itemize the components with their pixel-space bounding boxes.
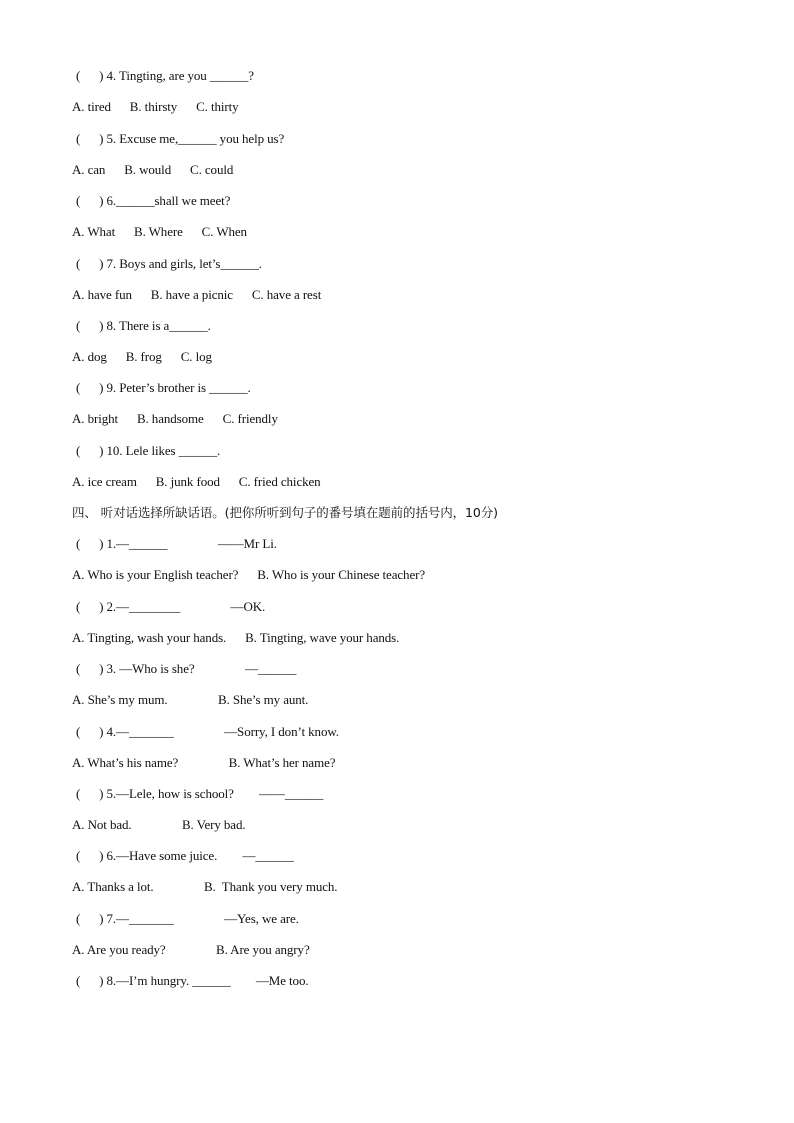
listening-question-7-options: A. Are you ready? B. Are you angry? xyxy=(72,942,310,957)
question-4-options: A. tired B. thirsty C. thirty xyxy=(72,99,239,114)
question-5-options: A. can B. would C. could xyxy=(72,162,234,177)
listening-question-2: ( ) 2.—________ —OK. xyxy=(76,599,266,614)
listening-question-6: ( ) 6.—Have some juice. —______ xyxy=(76,848,294,863)
listening-question-2-options: A. Tingting, wash your hands. B. Tingting, wave your hands. xyxy=(72,630,400,645)
listening-question-3-options: A. She’s my mum. B. She’s my aunt. xyxy=(72,692,309,707)
question-9-options: A. bright B. handsome C. friendly xyxy=(72,411,278,426)
listening-question-8: ( ) 8.—I’m hungry. ______ —Me too. xyxy=(76,973,309,988)
listening-question-5: ( ) 5.—Lele, how is school? ——______ xyxy=(76,786,324,801)
question-5: ( ) 5. Excuse me,______ you help us? xyxy=(76,131,285,146)
listening-question-5-options: A. Not bad. B. Very bad. xyxy=(72,817,246,832)
listening-question-1: ( ) 1.—______ ——Mr Li. xyxy=(76,536,277,551)
listening-question-4: ( ) 4.—_______ —Sorry, I don’t know. xyxy=(76,724,339,739)
listening-question-1-options: A. Who is your English teacher? B. Who is your Chinese teacher? xyxy=(72,567,426,582)
question-6: ( ) 6.______shall we meet? xyxy=(76,193,231,208)
question-7-options: A. have fun B. have a picnic C. have a rest xyxy=(72,287,322,302)
listening-question-6-options: A. Thanks a lot. B. Thank you very much. xyxy=(72,879,338,894)
listening-question-4-options: A. What’s his name? B. What’s her name? xyxy=(72,755,336,770)
section-4-heading: 四、 听对话选择所缺话语。(把你所听到句子的番号填在题前的括号内，10分) xyxy=(72,505,498,520)
question-4: ( ) 4. Tingting, are you ______? xyxy=(76,68,254,83)
question-8: ( ) 8. There is a______. xyxy=(76,318,211,333)
question-8-options: A. dog B. frog C. log xyxy=(72,349,212,364)
listening-question-7: ( ) 7.—_______ —Yes, we are. xyxy=(76,911,299,926)
listening-question-3: ( ) 3. —Who is she? —______ xyxy=(76,661,297,676)
question-9: ( ) 9. Peter’s brother is ______. xyxy=(76,380,251,395)
question-6-options: A. What B. Where C. When xyxy=(72,224,247,239)
question-10: ( ) 10. Lele likes ______. xyxy=(76,443,221,458)
question-10-options: A. ice cream B. junk food C. fried chicken xyxy=(72,474,321,489)
question-7: ( ) 7. Boys and girls, let’s______. xyxy=(76,256,262,271)
